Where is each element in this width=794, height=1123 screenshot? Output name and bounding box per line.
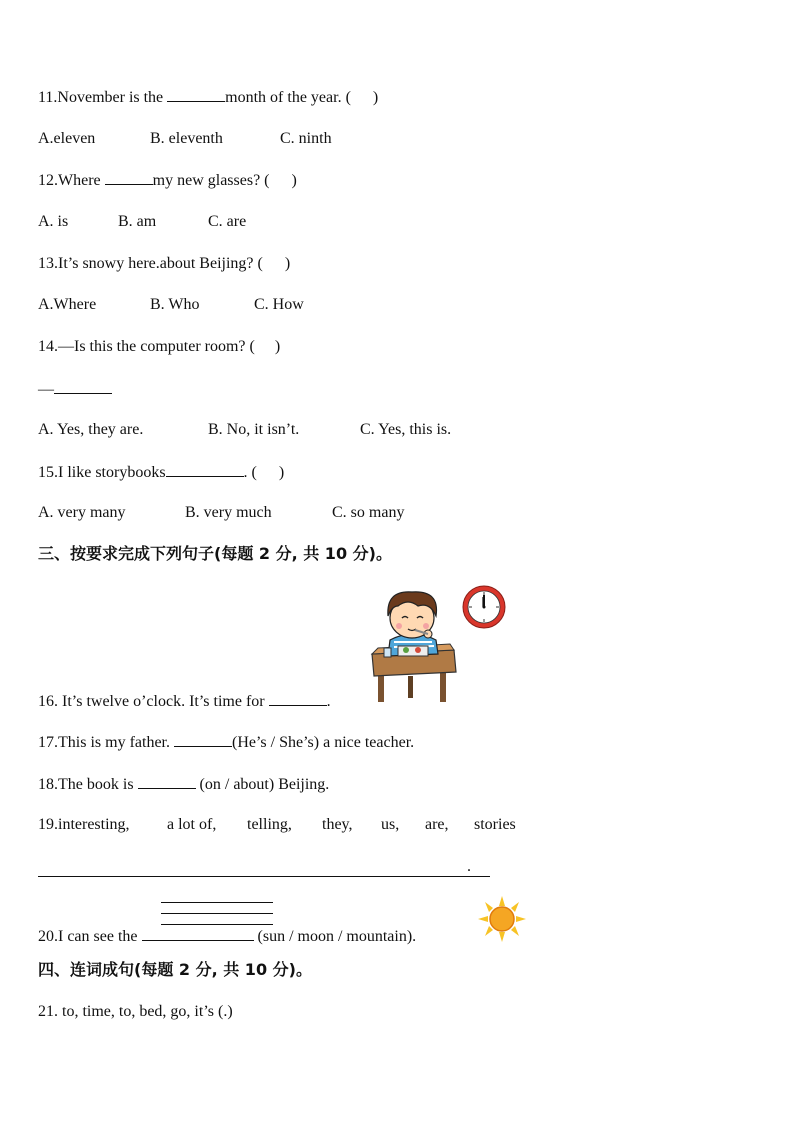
option-b: B. No, it isn’t. xyxy=(208,421,300,438)
period: . xyxy=(326,693,331,710)
question-14-stem: 14.—Is this the computer room? ( xyxy=(38,338,255,355)
sun-icon xyxy=(478,896,526,942)
answer-blank[interactable] xyxy=(142,926,254,941)
question-20 xyxy=(38,926,416,947)
question-15-stem: 15.I like storybooks xyxy=(38,464,166,481)
question-14 xyxy=(38,337,280,357)
question-17-tail: (He’s / She’s) a nice teacher. xyxy=(231,734,415,751)
option-a: A. Yes, they are. xyxy=(38,421,144,438)
answer-blank[interactable] xyxy=(269,691,327,706)
section-heading: 三、按要求完成下列句子(每题 2 分, 共 10 分)。 xyxy=(38,544,392,563)
answer-blank[interactable] xyxy=(166,462,244,477)
option-c: C. ninth xyxy=(280,130,332,147)
answer-line[interactable] xyxy=(38,876,490,877)
question-15-tail: . ( xyxy=(243,464,257,481)
answer-line[interactable] xyxy=(161,913,273,914)
word-4: they, xyxy=(322,816,353,833)
option-a: A. very many xyxy=(38,504,126,521)
word-5: us, xyxy=(381,816,400,833)
option-c: C. are xyxy=(208,213,247,230)
option-b: B. eleventh xyxy=(150,130,223,147)
question-12-tail: my new glasses? ( xyxy=(152,172,270,189)
question-16-stem: 16. It’s twelve o’clock. It’s time for xyxy=(38,693,269,710)
word-3: telling, xyxy=(247,816,292,833)
dash: — xyxy=(38,381,54,398)
word-1: 19.interesting, xyxy=(38,816,130,833)
answer-blank[interactable] xyxy=(167,87,225,102)
question-12-stem: 12.Where xyxy=(38,172,105,189)
option-a: A. is xyxy=(38,213,69,230)
option-c: C. Yes, this is. xyxy=(360,421,452,438)
answer-blank[interactable] xyxy=(138,774,196,789)
word-2: a lot of, xyxy=(167,816,217,833)
paren-close: ) xyxy=(274,338,281,355)
question-20-stem: 20.I can see the xyxy=(38,928,142,945)
option-b: B. am xyxy=(118,213,157,230)
question-11 xyxy=(38,87,378,108)
question-13 xyxy=(38,254,290,274)
paren-close: ) xyxy=(278,464,285,481)
paren-close: ) xyxy=(291,172,297,189)
question-17-stem: 17.This is my father. xyxy=(38,734,174,751)
section-heading: 四、连词成句(每题 2 分, 共 10 分)。 xyxy=(38,960,312,979)
question-18 xyxy=(38,774,329,795)
answer-line[interactable] xyxy=(161,924,273,925)
question-11-tail: month of the year. ( xyxy=(225,89,351,106)
option-a: A.eleven xyxy=(38,130,96,147)
answer-blank[interactable] xyxy=(54,379,112,394)
question-21: 21. to, time, to, bed, go, it’s (.) xyxy=(38,1003,233,1020)
answer-blank[interactable] xyxy=(105,170,153,185)
word-7: stories xyxy=(474,816,516,833)
option-b: B. Who xyxy=(150,296,200,313)
question-18-tail: (on / about) Beijing. xyxy=(195,776,330,793)
option-a: A.Where xyxy=(38,296,97,313)
option-b: B. very much xyxy=(185,504,272,521)
answer-line[interactable] xyxy=(161,902,273,903)
boy-eating-illustration xyxy=(368,584,458,706)
question-15 xyxy=(38,462,284,483)
period: . xyxy=(467,858,471,875)
question-20-tail: (sun / moon / mountain). xyxy=(253,928,417,945)
question-12 xyxy=(38,170,297,191)
option-c: C. How xyxy=(254,296,304,313)
answer-blank[interactable] xyxy=(174,732,232,747)
question-13-stem: 13.It’s snowy here.about Beijing? ( xyxy=(38,255,263,272)
paren-close: ) xyxy=(372,89,379,106)
paren-close: ) xyxy=(284,255,291,272)
question-17 xyxy=(38,732,414,753)
clock-icon xyxy=(461,584,507,630)
question-11-stem: 11.November is the xyxy=(38,89,168,106)
word-6: are, xyxy=(425,816,449,833)
option-c: C. so many xyxy=(332,504,405,521)
question-18-stem: 18.The book is xyxy=(38,776,138,793)
question-16 xyxy=(38,691,331,712)
question-14-response xyxy=(38,379,112,400)
